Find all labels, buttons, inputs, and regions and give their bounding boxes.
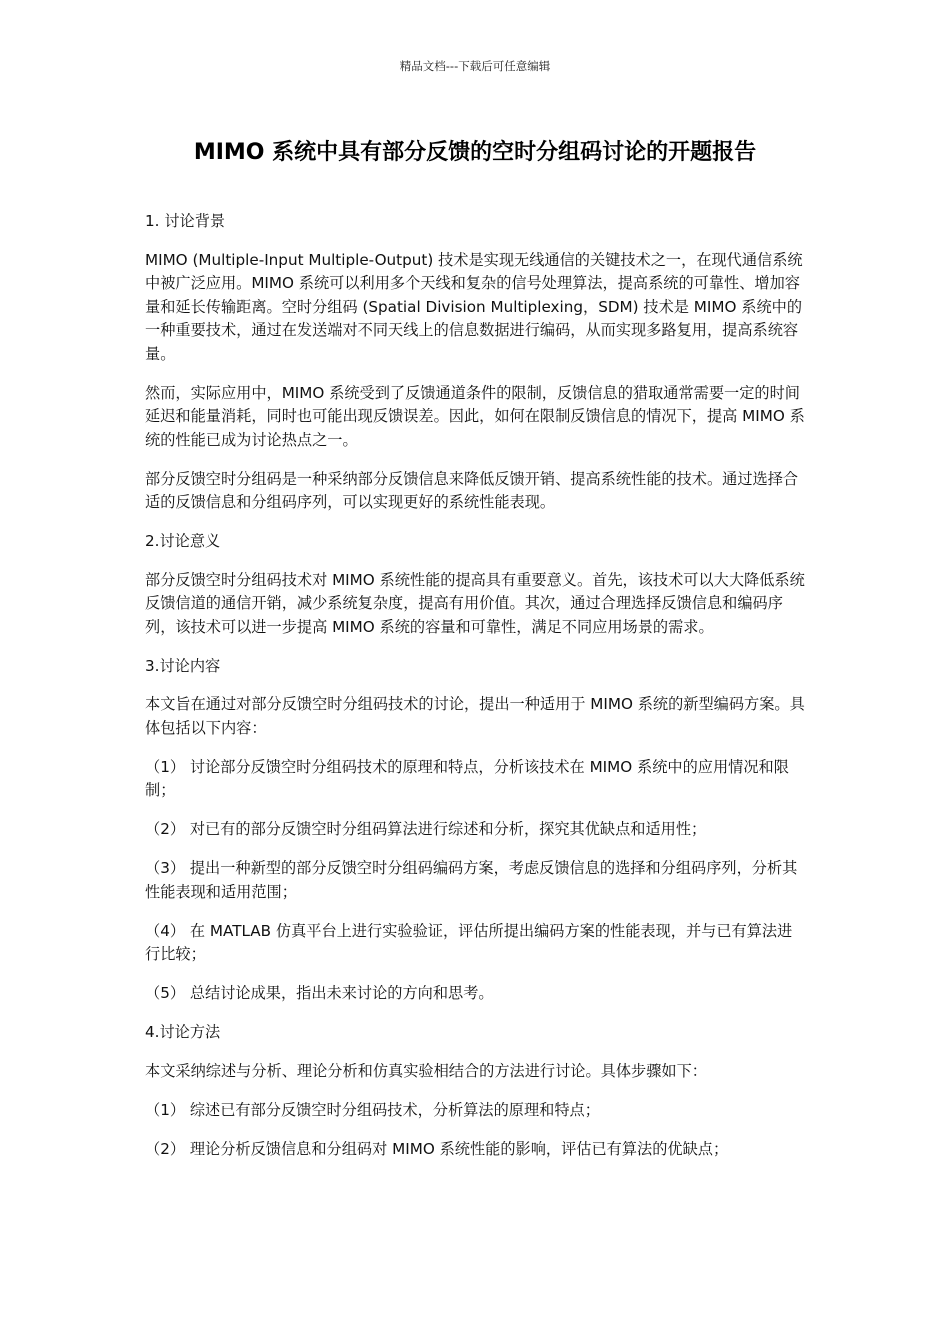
section-heading-method: 4.讨论方法 bbox=[145, 1023, 221, 1041]
list-item: （4） 在 MATLAB 仿真平台上进行实验验证，评估所提出编码方案的性能表现，并与已有算法进行比较； bbox=[145, 921, 793, 963]
list-item: （5） 总结讨论成果，指出未来讨论的方向和思考。 bbox=[145, 984, 494, 1002]
paragraph: 然而，实际应用中，MIMO 系统受到了反馈通道条件的限制，反馈信息的猎取通常需要一定的时间延迟和能量消耗，同时也可能出现反馈误差。因此，如何在限制反馈信息的情况下，提高 MIMO 系统的性能已成为讨论热点之一。 bbox=[145, 383, 805, 449]
section-heading-background: 1. 讨论背景 bbox=[145, 212, 226, 230]
paragraph: 部分反馈空时分组码是一种采纳部分反馈信息来降低反馈开销、提高系统性能的技术。通过选择合适的反馈信息和分组码序列，可以实现更好的系统性能表现。 bbox=[145, 469, 799, 511]
header-note: 精品文档---下载后可任意编辑 bbox=[399, 59, 551, 73]
list-item: （1） 讨论部分反馈空时分组码技术的原理和特点，分析该技术在 MIMO 系统中的应用情况和限制； bbox=[145, 757, 789, 799]
list-item: （2） 理论分析反馈信息和分组码对 MIMO 系统性能的影响，评估已有算法的优缺点； bbox=[145, 1139, 729, 1158]
document-body bbox=[145, 210, 805, 1177]
document-title: MIMO 系统中具有部分反馈的空时分组码讨论的开题报告 bbox=[193, 140, 757, 165]
paragraph: MIMO (Multiple-Input Multiple-Output) 技术是实现无线通信的关键技术之一，在现代通信系统中被广泛应用。MIMO 系统可以利用多个天线和复杂的信号处理算法，提高系统的可靠性、增加容量和延长传输距离。空时分组码 (Spatial Division Multiplexing，SDM) 技术是 MIMO 系统中的一种重要技术，通过在发送端对不同天线上的信息数据进行编码，从而实现多路复用，提高系统容量。 bbox=[145, 250, 803, 363]
paragraph: 部分反馈空时分组码技术对 MIMO 系统性能的提高具有重要意义。首先，该技术可以大大降低系统反馈信道的通信开销，减少系统复杂度，提高有用价值。其次，通过合理选择反馈信息和编码序列，该技术可以进一步提高 MIMO 系统的容量和可靠性，满足不同应用场景的需求。 bbox=[145, 570, 805, 636]
section-heading-content: 3.讨论内容 bbox=[145, 656, 221, 675]
paragraph: 本文采纳综述与分析、理论分析和仿真实验相结合的方法进行讨论。具体步骤如下： bbox=[145, 1061, 707, 1080]
list-item: （1） 综述已有部分反馈空时分组码技术，分析算法的原理和特点； bbox=[145, 1100, 600, 1119]
paragraph: 本文旨在通过对部分反馈空时分组码技术的讨论，提出一种适用于 MIMO 系统的新型编码方案。具体包括以下内容： bbox=[145, 695, 805, 737]
list-item: （3） 提出一种新型的部分反馈空时分组码编码方案，考虑反馈信息的选择和分组码序列，分析其性能表现和适用范围； bbox=[145, 859, 798, 901]
list-item: （2） 对已有的部分反馈空时分组码算法进行综述和分析，探究其优缺点和适用性； bbox=[145, 820, 707, 838]
section-heading-significance: 2.讨论意义 bbox=[145, 532, 221, 550]
